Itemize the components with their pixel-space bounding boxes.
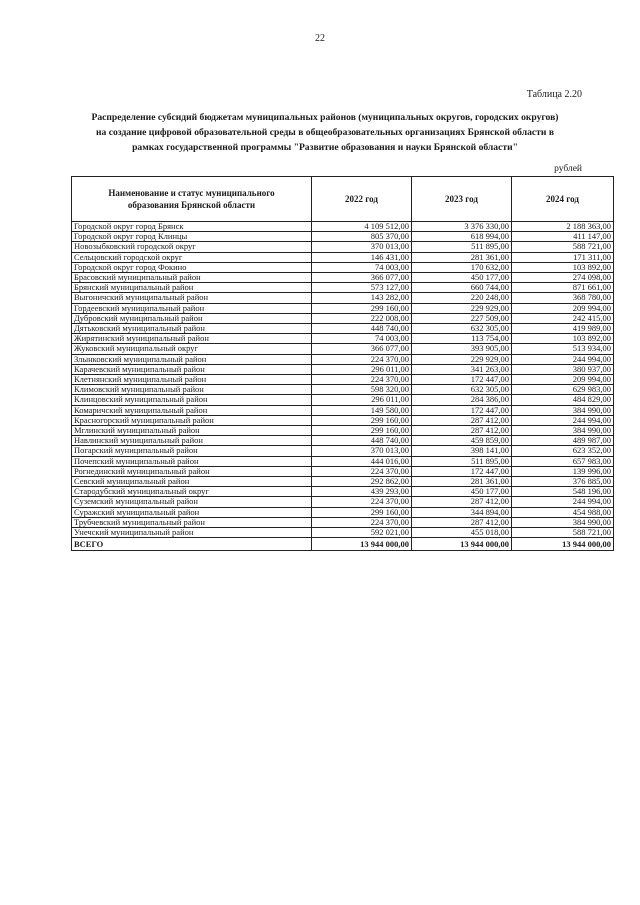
table-row bbox=[72, 456, 614, 466]
municipality-name: Красногорский муниципальный район bbox=[72, 415, 312, 425]
table-row bbox=[72, 252, 614, 262]
table-row bbox=[72, 385, 614, 395]
value-2023: 172 447,00 bbox=[412, 405, 512, 415]
total-label: ВСЕГО bbox=[72, 538, 312, 551]
value-2022: 444 016,00 bbox=[312, 456, 412, 466]
value-2024: 103 892,00 bbox=[512, 262, 614, 272]
municipality-name: Карачевский муниципальный район bbox=[72, 364, 312, 374]
document-title bbox=[60, 110, 590, 155]
value-2024: 242 415,00 bbox=[512, 313, 614, 323]
municipality-name: Клетнянский муниципальный район bbox=[72, 375, 312, 385]
value-2024: 548 196,00 bbox=[512, 487, 614, 497]
value-2022: 296 011,00 bbox=[312, 364, 412, 374]
value-2022: 149 580,00 bbox=[312, 405, 412, 415]
municipality-name: Городской округ город Фокино bbox=[72, 262, 312, 272]
header-name-line2: образования Брянской области bbox=[127, 200, 256, 210]
municipality-name: Брянский муниципальный район bbox=[72, 283, 312, 293]
municipality-name: Клинцовский муниципальный район bbox=[72, 395, 312, 405]
value-2024: 376 885,00 bbox=[512, 477, 614, 487]
municipality-name: Почепский муниципальный район bbox=[72, 456, 312, 466]
value-2023: 511 895,00 bbox=[412, 456, 512, 466]
municipality-name: Мглинский муниципальный район bbox=[72, 426, 312, 436]
value-2024: 244 994,00 bbox=[512, 354, 614, 364]
header-2023: 2023 год bbox=[412, 177, 512, 222]
table-row bbox=[72, 436, 614, 446]
value-2023: 287 412,00 bbox=[412, 415, 512, 425]
value-2022: 573 127,00 bbox=[312, 283, 412, 293]
value-2024: 274 098,00 bbox=[512, 273, 614, 283]
value-2022: 74 003,00 bbox=[312, 262, 412, 272]
municipality-name: Сельцовский городской округ bbox=[72, 252, 312, 262]
value-2022: 299 160,00 bbox=[312, 426, 412, 436]
table-row bbox=[72, 324, 614, 334]
value-2023: 3 376 330,00 bbox=[412, 222, 512, 232]
value-2023: 632 305,00 bbox=[412, 324, 512, 334]
value-2022: 299 160,00 bbox=[312, 507, 412, 517]
value-2024: 484 829,00 bbox=[512, 395, 614, 405]
value-2024: 171 311,00 bbox=[512, 252, 614, 262]
value-2022: 370 013,00 bbox=[312, 242, 412, 252]
municipality-name: Комаричский муниципальный район bbox=[72, 405, 312, 415]
municipality-name: Трубчевский муниципальный район bbox=[72, 517, 312, 527]
value-2022: 592 021,00 bbox=[312, 528, 412, 538]
municipality-name: Гордеевский муниципальный район bbox=[72, 303, 312, 313]
value-2023: 450 177,00 bbox=[412, 487, 512, 497]
header-row bbox=[72, 177, 614, 222]
municipality-name: Городской округ город Брянск bbox=[72, 222, 312, 232]
value-2024: 657 983,00 bbox=[512, 456, 614, 466]
municipality-name: Злынковский муниципальный район bbox=[72, 354, 312, 364]
table-row bbox=[72, 375, 614, 385]
value-2022: 805 370,00 bbox=[312, 232, 412, 242]
municipality-name: Унечский муниципальный район bbox=[72, 528, 312, 538]
title-line: рамках государственной программы "Развитие образования и науки Брянской области" bbox=[132, 142, 518, 153]
municipality-name: Суземский муниципальный район bbox=[72, 497, 312, 507]
total-2022: 13 944 000,00 bbox=[312, 538, 412, 551]
value-2022: 224 370,00 bbox=[312, 354, 412, 364]
value-2022: 439 293,00 bbox=[312, 487, 412, 497]
total-2024: 13 944 000,00 bbox=[512, 538, 614, 551]
municipality-name: Погарский муниципальный район bbox=[72, 446, 312, 456]
title-line: на создание цифровой образовательной среды в общеобразовательных организациях Брянской области в bbox=[95, 127, 554, 138]
table-row bbox=[72, 313, 614, 323]
header-2022: 2022 год bbox=[312, 177, 412, 222]
table-row bbox=[72, 242, 614, 252]
value-2022: 299 160,00 bbox=[312, 303, 412, 313]
table-row bbox=[72, 262, 614, 272]
value-2023: 287 412,00 bbox=[412, 426, 512, 436]
page-number: 22 bbox=[315, 33, 325, 44]
value-2022: 366 077,00 bbox=[312, 344, 412, 354]
header-name bbox=[72, 177, 312, 222]
total-row bbox=[72, 538, 614, 551]
municipality-name: Рогнединский муниципальный район bbox=[72, 466, 312, 476]
value-2023: 660 744,00 bbox=[412, 283, 512, 293]
table-row bbox=[72, 273, 614, 283]
header-name-line1: Наименование и статус муниципального bbox=[108, 188, 275, 198]
table-row bbox=[72, 426, 614, 436]
value-2022: 292 862,00 bbox=[312, 477, 412, 487]
municipality-name: Климовский муниципальный район bbox=[72, 385, 312, 395]
value-2024: 411 147,00 bbox=[512, 232, 614, 242]
value-2022: 366 077,00 bbox=[312, 273, 412, 283]
value-2023: 398 141,00 bbox=[412, 446, 512, 456]
municipality-name: Жуковский муниципальный округ bbox=[72, 344, 312, 354]
value-2023: 455 018,00 bbox=[412, 528, 512, 538]
value-2023: 229 929,00 bbox=[412, 354, 512, 364]
value-2022: 146 431,00 bbox=[312, 252, 412, 262]
value-2022: 299 160,00 bbox=[312, 415, 412, 425]
value-2024: 139 996,00 bbox=[512, 466, 614, 476]
municipality-name: Стародубский муниципальный округ bbox=[72, 487, 312, 497]
municipality-name: Дятьковский муниципальный район bbox=[72, 324, 312, 334]
value-2023: 450 177,00 bbox=[412, 273, 512, 283]
table-row bbox=[72, 446, 614, 456]
value-2024: 871 661,00 bbox=[512, 283, 614, 293]
table-row bbox=[72, 344, 614, 354]
value-2024: 384 990,00 bbox=[512, 405, 614, 415]
table-row bbox=[72, 528, 614, 538]
value-2022: 448 740,00 bbox=[312, 436, 412, 446]
value-2022: 598 320,00 bbox=[312, 385, 412, 395]
value-2022: 224 370,00 bbox=[312, 517, 412, 527]
value-2024: 513 934,00 bbox=[512, 344, 614, 354]
total-2023: 13 944 000,00 bbox=[412, 538, 512, 551]
value-2024: 623 352,00 bbox=[512, 446, 614, 456]
municipality-name: Севский муниципальный район bbox=[72, 477, 312, 487]
value-2022: 4 109 512,00 bbox=[312, 222, 412, 232]
units-label: рублей bbox=[554, 164, 582, 174]
value-2024: 419 989,00 bbox=[512, 324, 614, 334]
value-2024: 454 988,00 bbox=[512, 507, 614, 517]
value-2023: 281 361,00 bbox=[412, 252, 512, 262]
municipality-name: Выгоничский муниципальный район bbox=[72, 293, 312, 303]
value-2024: 209 994,00 bbox=[512, 375, 614, 385]
header-2024: 2024 год bbox=[512, 177, 614, 222]
municipality-name: Брасовский муниципальный район bbox=[72, 273, 312, 283]
table-row bbox=[72, 415, 614, 425]
value-2023: 284 386,00 bbox=[412, 395, 512, 405]
table-row bbox=[72, 222, 614, 232]
value-2024: 103 892,00 bbox=[512, 334, 614, 344]
value-2023: 511 895,00 bbox=[412, 242, 512, 252]
table-row bbox=[72, 517, 614, 527]
value-2023: 227 509,00 bbox=[412, 313, 512, 323]
subsidy-table bbox=[71, 176, 614, 551]
value-2023: 172 447,00 bbox=[412, 466, 512, 476]
value-2024: 2 188 363,00 bbox=[512, 222, 614, 232]
value-2023: 287 412,00 bbox=[412, 517, 512, 527]
table-row bbox=[72, 364, 614, 374]
value-2023: 344 894,00 bbox=[412, 507, 512, 517]
table-row bbox=[72, 232, 614, 242]
value-2022: 143 282,00 bbox=[312, 293, 412, 303]
value-2022: 224 370,00 bbox=[312, 497, 412, 507]
value-2024: 380 937,00 bbox=[512, 364, 614, 374]
municipality-name: Жирятинский муниципальный район bbox=[72, 334, 312, 344]
table-row bbox=[72, 354, 614, 364]
municipality-name: Новозыбковский городской округ bbox=[72, 242, 312, 252]
value-2022: 296 011,00 bbox=[312, 395, 412, 405]
table-row bbox=[72, 405, 614, 415]
table-row bbox=[72, 487, 614, 497]
table-row bbox=[72, 497, 614, 507]
title-line: Распределение субсидий бюджетам муниципальных районов (муниципальных округов, городских округов) bbox=[91, 112, 559, 123]
value-2023: 113 754,00 bbox=[412, 334, 512, 344]
value-2023: 393 905,00 bbox=[412, 344, 512, 354]
value-2024: 384 990,00 bbox=[512, 426, 614, 436]
value-2024: 384 990,00 bbox=[512, 517, 614, 527]
value-2024: 209 994,00 bbox=[512, 303, 614, 313]
municipality-name: Навлинский муниципальный район bbox=[72, 436, 312, 446]
value-2023: 618 994,00 bbox=[412, 232, 512, 242]
value-2022: 222 008,00 bbox=[312, 313, 412, 323]
table-row bbox=[72, 477, 614, 487]
municipality-name: Суражский муниципальный район bbox=[72, 507, 312, 517]
table-row bbox=[72, 293, 614, 303]
value-2022: 74 003,00 bbox=[312, 334, 412, 344]
table-row bbox=[72, 334, 614, 344]
table-row bbox=[72, 303, 614, 313]
value-2024: 629 983,00 bbox=[512, 385, 614, 395]
value-2023: 632 305,00 bbox=[412, 385, 512, 395]
table-row bbox=[72, 507, 614, 517]
value-2023: 229 929,00 bbox=[412, 303, 512, 313]
value-2022: 224 370,00 bbox=[312, 466, 412, 476]
value-2022: 370 013,00 bbox=[312, 446, 412, 456]
table-row bbox=[72, 395, 614, 405]
value-2024: 588 721,00 bbox=[512, 242, 614, 252]
value-2024: 489 987,00 bbox=[512, 436, 614, 446]
value-2024: 244 994,00 bbox=[512, 415, 614, 425]
value-2023: 172 447,00 bbox=[412, 375, 512, 385]
value-2023: 220 248,00 bbox=[412, 293, 512, 303]
value-2023: 281 361,00 bbox=[412, 477, 512, 487]
municipality-name: Дубровский муниципальный район bbox=[72, 313, 312, 323]
value-2022: 448 740,00 bbox=[312, 324, 412, 334]
value-2024: 588 721,00 bbox=[512, 528, 614, 538]
value-2022: 224 370,00 bbox=[312, 375, 412, 385]
value-2024: 368 780,00 bbox=[512, 293, 614, 303]
municipality-name: Городской округ город Клинцы bbox=[72, 232, 312, 242]
table-body bbox=[72, 222, 614, 551]
value-2023: 287 412,00 bbox=[412, 497, 512, 507]
value-2023: 459 859,00 bbox=[412, 436, 512, 446]
value-2023: 170 632,00 bbox=[412, 262, 512, 272]
table-row bbox=[72, 466, 614, 476]
value-2024: 244 994,00 bbox=[512, 497, 614, 507]
value-2023: 341 263,00 bbox=[412, 364, 512, 374]
table-label: Таблица 2.20 bbox=[526, 89, 582, 100]
table-row bbox=[72, 283, 614, 293]
